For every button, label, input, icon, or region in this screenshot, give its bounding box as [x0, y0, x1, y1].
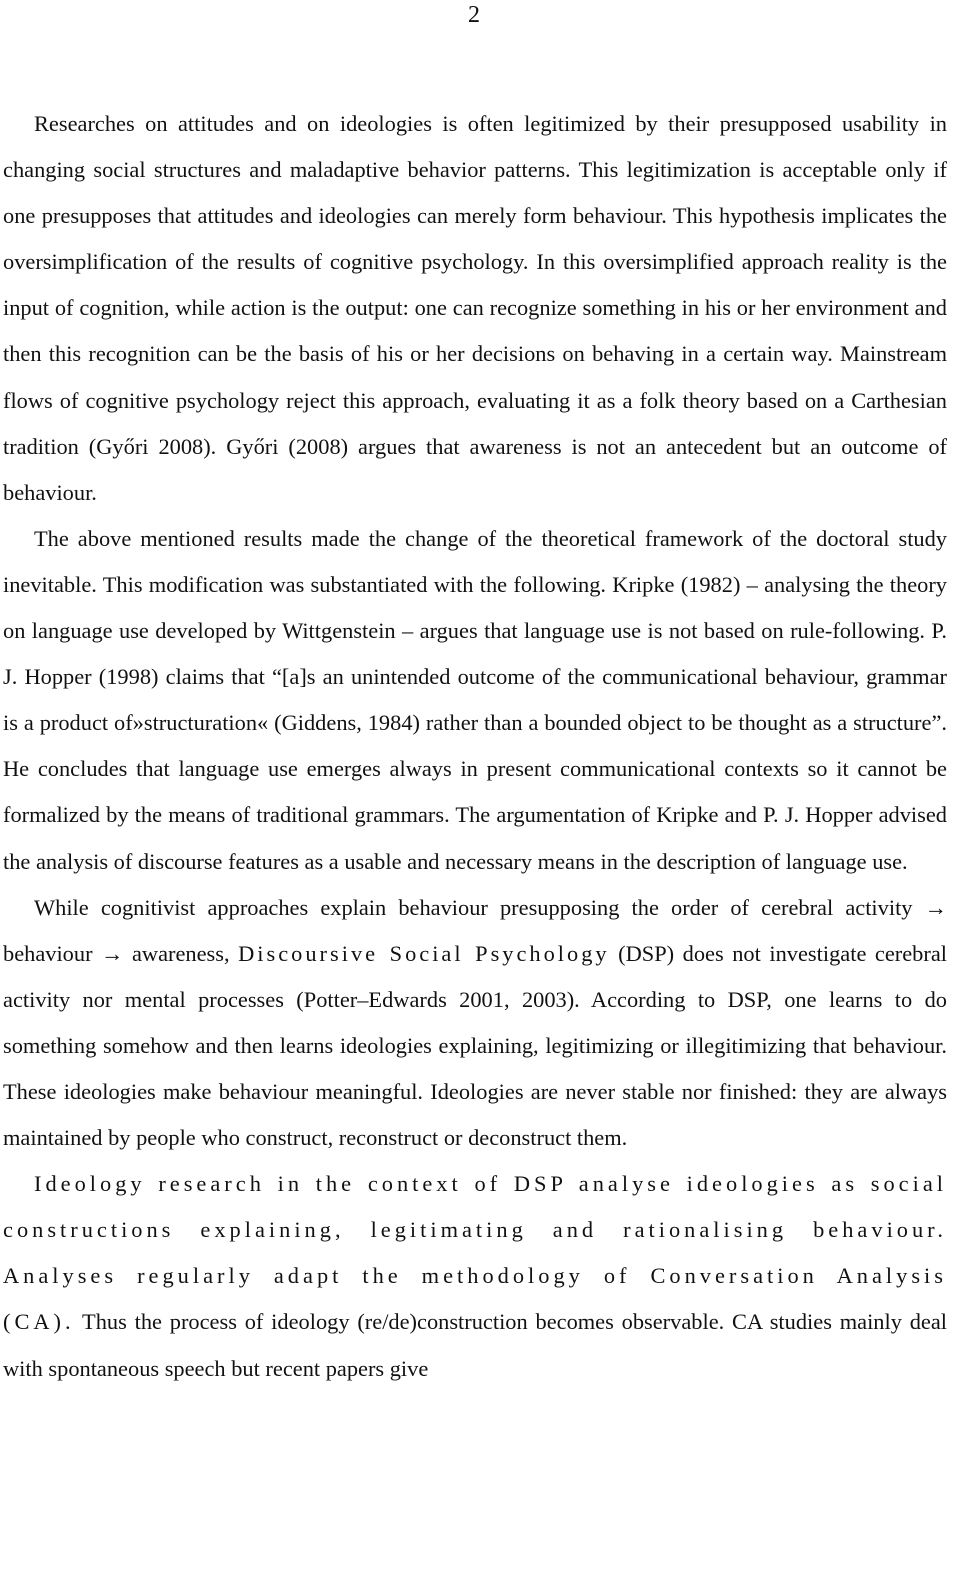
- paragraph-1: Researches on attitudes and on ideologies is often legitimized by their presupposed usability in changing social structures and maladaptive behavior patterns. This legitimization is acceptable only if one presupposes that attitudes and ideologies can merely form behaviour. This hypothesis implicates the oversimplification of the results of cognitive psychology. In this oversimplified approach reality is the input of cognition, while action is the output: one can recognize something in his or her environment and then this recognition can be the basis of his or her decisions on behaving in a certain way. Mainstream flows of cognitive psychology reject this approach, evaluating it as a folk theory based on a Carthesian tradition (Győri 2008). Győri (2008) argues that awareness is not an antecedent but an outcome of behaviour.: [3, 111, 947, 505]
- paragraph-3: [3, 885, 947, 1162]
- paragraph-3-lead: While cognitivist approaches explain behaviour presupposing the order of cerebral activity → behaviour → awareness,: [3, 894, 947, 966]
- page-number: 2: [468, 2, 480, 28]
- body-text: [3, 101, 947, 1392]
- paragraph-3-rest: (DSP) does not investigate cerebral activity nor mental processes (Potter–Edwards 2001, 2003). According to DSP, one learns to do something somehow and then learns ideologies explaining, legitimizing or illegitimizing that behaviour. These ideologies make behaviour meaningful. Ideologies are never stable nor finished: they are always maintained by people who construct, reconstruct or deconstruct them.: [3, 940, 947, 1151]
- paragraph-4-spaced-text: Ideology research in the context of DSP analyse ideologies as social constructions explaining, legitimating and rationalising behaviour. Analyses regularly adapt the methodology of Conversation Analysis (CA).: [3, 1171, 947, 1335]
- paragraph-2: The above mentioned results made the change of the theoretical framework of the doctoral study inevitable. This modification was substantiated with the following. Kripke (1982) – analysing the theory on language use developed by Wittgenstein – argues that language use is not based on rule-following. P. J. Hopper (1998) claims that “[a]s an unintended outcome of the communicational behaviour, grammar is a product of»structuration« (Giddens, 1984) rather than a bounded object to be thought as a structure”. He concludes that language use emerges always in present communicational contexts so it cannot be formalized by the means of traditional grammars. The argumentation of Kripke and P. J. Hopper advised the analysis of discourse features as a usable and necessary means in the description of language use.: [3, 525, 947, 874]
- paragraph-4-rest: Thus the process of ideology (re/de)construction becomes observable. CA studies mainly deal with spontaneous speech but recent papers give: [3, 1309, 947, 1381]
- paragraph-4: [3, 1161, 947, 1391]
- spaced-term-dsp: Discoursive Social Psychology: [238, 940, 610, 966]
